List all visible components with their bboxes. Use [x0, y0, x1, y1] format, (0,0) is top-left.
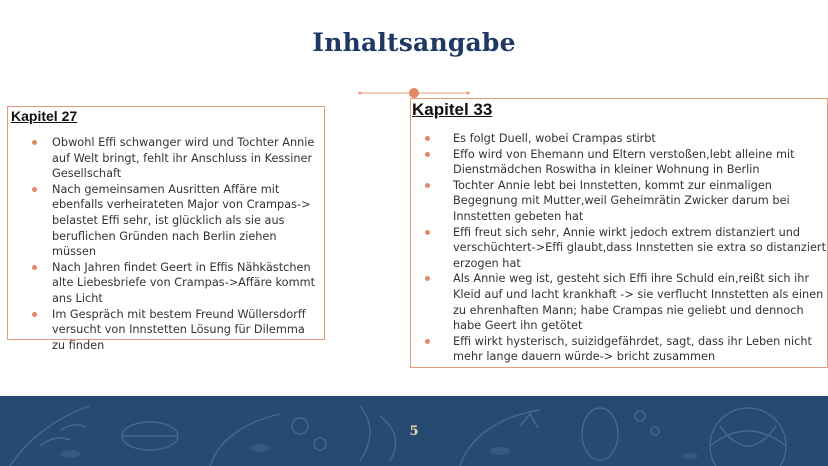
bullet-icon: [425, 339, 430, 344]
kapitel-33-heading: Kapitel 33: [412, 100, 493, 119]
list-item: Effi freut sich sehr, Annie wirkt jedoch extrem distanziert und verschüchtert->Effi glaubt,dass Innstetten sie extra so distanziert erzogen hat: [411, 225, 828, 272]
bullet-icon: [425, 136, 430, 141]
bullet-icon: [425, 152, 430, 157]
list-item: Es folgt Duell, wobei Crampas stirbt: [411, 131, 828, 147]
list-item: Tochter Annie lebt bei Innstetten, kommt zur einmaligen Begegnung mit Mutter,weil Geheimrätin Zwicker darum bei Innstetten gebeten hat: [411, 178, 828, 225]
list-item: Effo wird von Ehemann und Eltern verstoßen,lebt alleine mit Dienstmädchen Roswitha in kleiner Wohnung in Berlin: [411, 147, 828, 178]
kapitel-33-list: [411, 131, 828, 365]
bullet-icon: [425, 276, 430, 281]
list-item: Nach gemeinsamen Ausritten Affäre mit ebenfalls verheirateten Major von Crampas-> belastet Effi sehr, ist glücklich als sie aus beruflichen Gründen nach Berlin ziehen müssen: [8, 182, 326, 260]
bullet-icon: [32, 187, 37, 192]
list-item: Im Gespräch mit bestem Freund Wüllersdorff versucht von Innstetten Lösung für Dilemma zu finden: [8, 307, 326, 354]
list-item: Effi wirkt hysterisch, suizidgefährdet, sagt, dass ihr Leben nicht mehr lange dauern würde-> bricht zusammen: [411, 334, 828, 365]
bullet-icon: [32, 312, 37, 317]
bullet-icon: [425, 230, 430, 235]
page-number: 5: [409, 424, 419, 439]
list-item: Als Annie weg ist, gesteht sich Effi ihre Schuld ein,reißt sich ihr Kleid auf und lacht krankhaft -> sie verflucht Innstetten als einen zu ehrenhaften Mann; habe Crampas nie geliebt und dennoch habe Geert ihn getötet: [411, 271, 828, 333]
kapitel-27-box: [7, 106, 325, 352]
bullet-icon: [425, 183, 430, 188]
bullet-icon: [32, 140, 37, 145]
bullet-icon: [32, 265, 37, 270]
list-item: Obwohl Effi schwanger wird und Tochter Annie auf Welt bringt, fehlt ihr Anschluss in Kessiner Gesellschaft: [8, 135, 326, 182]
slide-title: Inhaltsangabe: [312, 28, 516, 57]
list-item: Nach Jahren findet Geert in Effis Nähkästchen alte Liebesbriefe von Crampas->Affäre kommt ans Licht: [8, 260, 326, 307]
kapitel-27-heading: Kapitel 27: [11, 108, 78, 124]
kapitel-27-list: [8, 135, 326, 353]
kapitel-33-box: [410, 98, 828, 368]
